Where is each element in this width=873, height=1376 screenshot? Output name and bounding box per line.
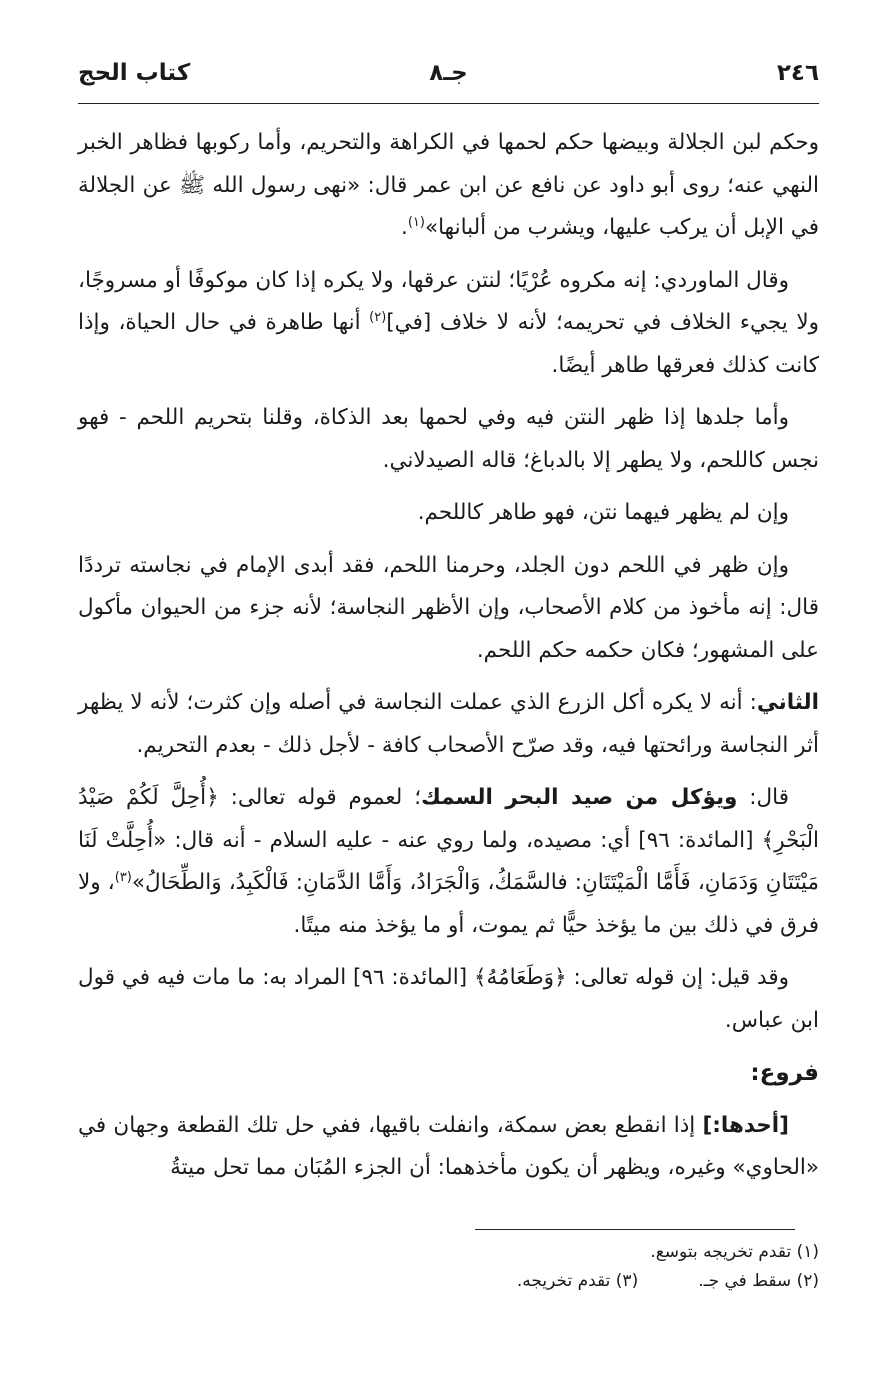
paragraph-lead: الثاني	[756, 690, 819, 715]
footnote-ref-1: (١)	[407, 214, 425, 230]
section-heading: فروع:	[750, 1060, 819, 1086]
footnotes	[78, 1238, 819, 1296]
paragraph-skin: وأما جلدها إذا ظهر النتن فيه وفي لحمها بعد الذكاة، وقلنا بتحريم اللحم - فهو نجس كاللحم، ولا يطهر إلا بالدباغ؛ قاله الصيدلاني.	[78, 405, 819, 473]
paragraph-ibn-abbas: وقد قيل: إن قوله تعالى: ﴿وَطَعَامُهُ﴾ [المائدة: ٩٦] المراد به: ما مات فيه في قول ابن عباس.	[78, 965, 819, 1033]
footnote-3: (٣) تقدم تخريجه.	[516, 1271, 639, 1291]
footnote-row	[78, 1267, 819, 1296]
book-title: كتاب الحج	[78, 60, 191, 86]
footnote-2: (٢) سقط في جـ.	[698, 1271, 819, 1291]
page-number: ٢٤٦	[776, 60, 819, 86]
paragraph-no-stench: وإن لم يظهر فيهما نتن، فهو طاهر كاللحم.	[417, 500, 789, 525]
main-text	[78, 122, 819, 1200]
header-divider	[78, 103, 819, 104]
paragraph-meat-only: وإن ظهر في اللحم دون الجلد، وحرمنا اللحم، فقد أبدى الإمام في نجاسته ترددًا قال: إنه مأخوذ من كلام الأصحاب، وإن الأظهر النجاسة؛ لأنه جزء من الحيوان مأكول على المشهور؛ فكان حكمه حكم اللحم.	[78, 552, 819, 663]
paragraph-sea-game: قال: ويؤكل من صيد البحر السمك؛ لعموم قوله تعالى: ﴿أُحِلَّ لَكُمْ صَيْدُ الْبَحْرِ﴾ [المائدة: ٩٦] أي: مصيده، ولما روي عنه - عليه السلام - أنه قال: «أُحِلَّتْ لَنَا مَيْتَتَانِ وَدَمَانِ، فَأَمَّا الْمَيْتَتَانِ: فالسَّمَكُ، وَالْجَرَادُ، وَأَمَّا الدَّمَانِ: فَالْكَبِدُ، وَالطِّحَالُ»$^{(٣)}$، ولا فرق في ذلك بين ما يؤخذ حيًّا ثم يموت، أو ما يؤخذ منه ميتًا.	[78, 785, 819, 938]
paragraph-second-issue: الثاني: أنه لا يكره أكل الزرع الذي عملت النجاسة في أصله وإن كثرت؛ لأنه لا يظهر أثر النجاسة ورائحتها فيه، وقد صرّح الأصحاب كافة - لأجل ذلك - بعدم التحريم.	[78, 690, 819, 758]
paragraph-jallala-milk: وحكم لبن الجلالة وبيضها حكم لحمها في الكراهة والتحريم، وأما ركوبها فظاهر الخبر النهي عنه؛ روى أبو داود عن نافع عن ابن عمر قال: «نهى رسول الله ﷺ عن الجلالة في الإبل أن يركب عليها، ويشرب من ألبانها»$^{(١)}$.	[78, 130, 819, 240]
matn-text: ويؤكل من صيد البحر السمك	[421, 785, 738, 810]
volume-label: جـ٨	[429, 60, 468, 86]
running-header	[78, 58, 819, 102]
paragraph-branch-one: [أحدها:] إذا انقطع بعض سمكة، وانفلت باقيها، ففي حل تلك القطعة وجهان في «الحاوي» وغيره، ويظهر أن يكون مأخذهما: أن الجزء المُبَان مما تحل ميتةُ	[78, 1112, 819, 1180]
footnote-ref-2: (٢)	[369, 309, 387, 325]
footnote-divider	[475, 1229, 795, 1230]
branch-lead: [أحدها:]	[702, 1112, 789, 1138]
paragraph-mawardi: وقال الماوردي: إنه مكروه عُرْيًا؛ لنتن عرقها، ولا يكره إذا كان موكوفًا أو مسروجًا، ولا يجيء الخلاف في تحريمه؛ لأنه لا خلاف [في]$^{(٢)}$ أنها طاهرة في حال الحياة، وإذا كانت كذلك فعرقها طاهر أيضًا.	[78, 267, 819, 378]
footnote-ref-3: (٣)	[114, 869, 132, 885]
footnote-1: (١) تقدم تخريجه بتوسع.	[650, 1242, 819, 1262]
